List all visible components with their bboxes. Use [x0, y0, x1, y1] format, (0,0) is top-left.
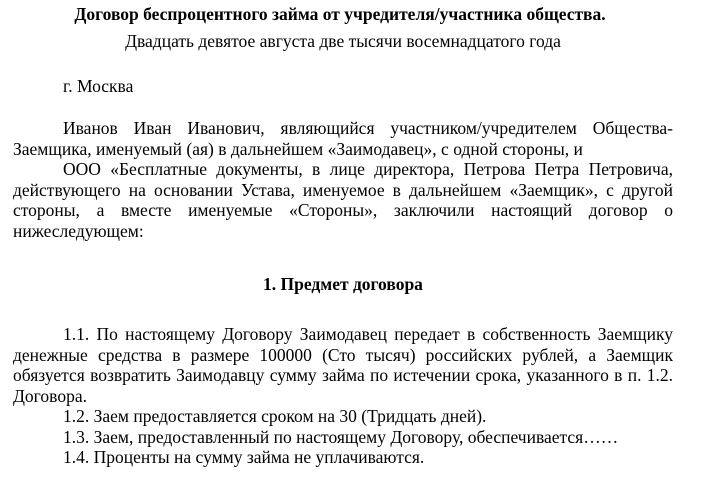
section-body-subject	[13, 324, 673, 468]
clause-1-4: 1.4. Проценты на сумму займа не уплачиваются.	[63, 447, 425, 467]
document-city: г. Москва	[63, 76, 134, 96]
intro-block	[13, 118, 673, 241]
clause-1-2: 1.2. Заем предоставляется сроком на 30 (Тридцать дней).	[63, 406, 487, 426]
section-heading-subject: 1. Предмет договора	[263, 274, 423, 294]
document-date: Двадцать девятое августа две тысячи восемнадцатого года	[125, 31, 561, 51]
document-title: Договор беспроцентного займа от учредителя/участника общества.	[74, 4, 606, 24]
intro-paragraph-borrower: ООО «Бесплатные документы, в лице директора, Петрова Петра Петровича, действующего на основании Устава, именуемое в дальнейшем «Заемщик», с другой стороны, а вместе именуемые «Стороны», заключили настоящий договор о нижеследующем:	[13, 159, 673, 241]
clause-1-3: 1.3. Заем, предоставленный по настоящему Договору, обеспечивается……	[63, 426, 619, 447]
intro-paragraph-lender: Иванов Иван Иванович, являющийся участником/учредителем Общества-Заемщика, именуемый (ая) в дальнейшем «Заимодавец», с одной стороны, и	[13, 118, 673, 159]
clause-1-1: 1.1. По настоящему Договору Заимодавец передает в собственность Заемщику денежные средства в размере 100000 (Сто тысяч) российских рублей, а Заемщик обязуется возвратить Заимодавцу сумму займа по истечении срока, указанного в п. 1.2. Договора.	[13, 324, 673, 406]
